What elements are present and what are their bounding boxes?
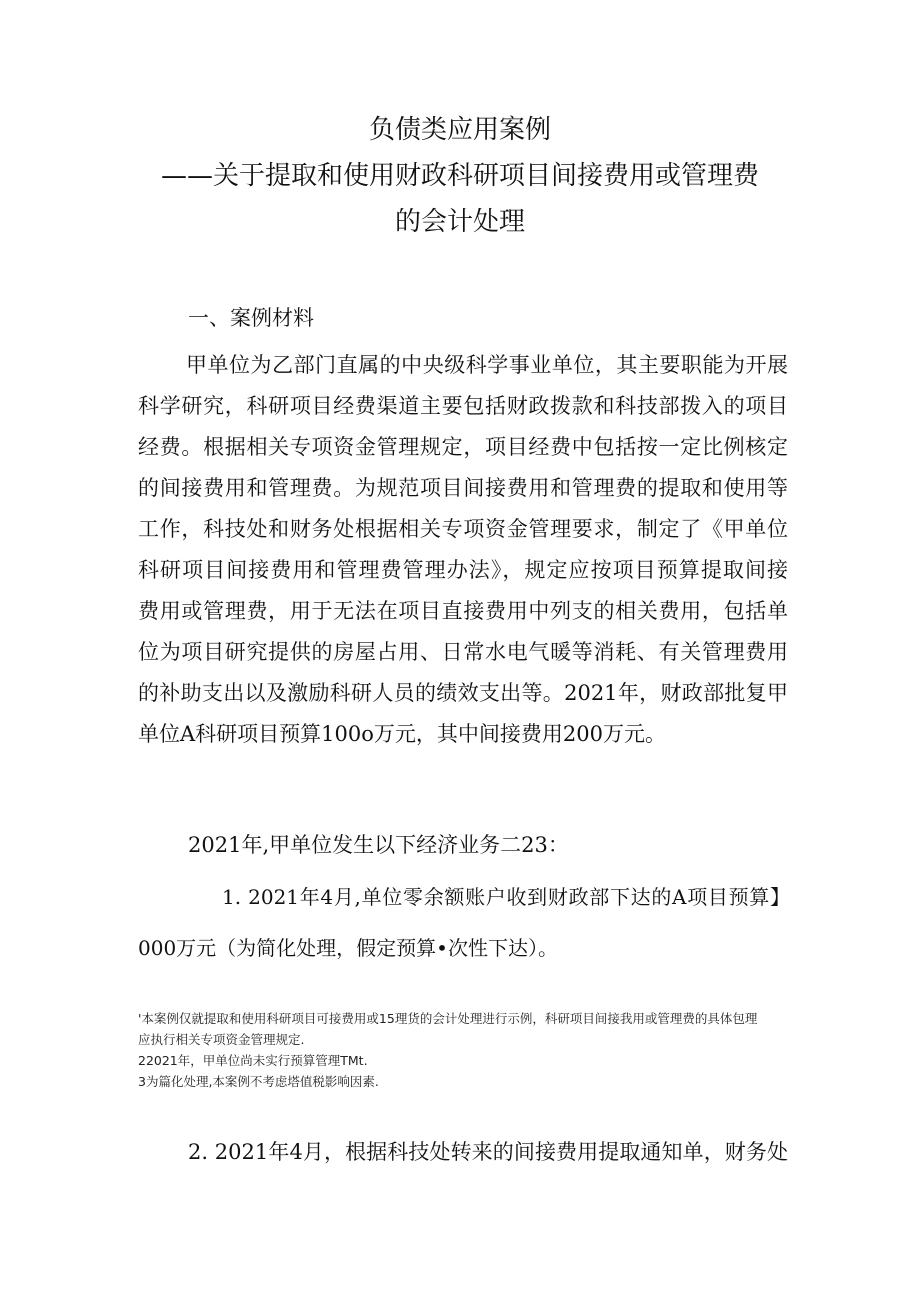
footnotes <box>138 1008 798 1092</box>
business-item-1: 1. 2021年4月,单位零余额账户收到财政部下达的A项目预算】 <box>222 885 790 909</box>
paragraph-line: 的间接费用和管理费。为规范项目间接费用和管理费的提取和使用等 <box>138 476 788 500</box>
footnote-1-continued: 应执行相关专项资金管理规定. <box>138 1032 305 1047</box>
paragraph-line: 科学研究，科研项目经费渠道主要包括财政拨款和科技部拨入的项目 <box>138 394 788 418</box>
paragraph-line: 工作，科技处和财务处根据相关专项资金管理要求，制定了《甲单位 <box>138 517 788 541</box>
paragraph-line: 甲单位为乙部门直属的中央级科学事业单位，其主要职能为开展 <box>186 353 788 377</box>
business-item-2: 2. 2021年4月，根据科技处转来的间接费用提取通知单，财务处 <box>188 1140 788 1164</box>
footnote-1: '本案例仅就提取和使用科研项目可接费用或15理货的会计处理进行示例，科研项目间接我用或管理费的具体包理 <box>138 1011 758 1026</box>
paragraph-line: 的补助支出以及激励科研人员的绩效支出等。2021年，财政部批复甲 <box>138 681 788 705</box>
document-subtitle-line1: ——关于提取和使用财政科研项目间接费用或管理费 <box>160 161 759 191</box>
footnote-2: 22021年，甲单位尚未实行预算管理TMt. <box>138 1053 368 1068</box>
business-intro: 2021年,甲单位发生以下经济业务二23： <box>188 833 569 857</box>
business-item-1-continued: 000万元（为简化处理，假定预算•次性下达）。 <box>138 936 558 960</box>
paragraph-line: 位为项目研究提供的房屋占用、日常水电气暖等消耗、有关管理费用 <box>138 640 788 664</box>
footnote-3: 3为篇化处理,本案例不考虑塔值税影响因素. <box>138 1074 379 1089</box>
paragraph-line: 经费。根据相关专项资金管理规定，项目经费中包括按一定比例核定 <box>138 435 788 459</box>
paragraph-line: 科研项目间接费用和管理费管理办法》，规定应按项目预算提取间接 <box>138 558 788 582</box>
paragraph-line: 费用或管理费，用于无法在项目直接费用中列支的相关费用，包括单 <box>138 599 788 623</box>
section-heading: 一、案例材料 <box>188 306 314 330</box>
case-paragraph <box>138 345 788 755</box>
document-title: 负债类应用案例 <box>368 115 551 145</box>
paragraph-line: 单位A科研项目预算100o万元，其中间接费用200万元。 <box>138 722 666 746</box>
document-subtitle-line2: 的会计处理 <box>394 207 525 237</box>
